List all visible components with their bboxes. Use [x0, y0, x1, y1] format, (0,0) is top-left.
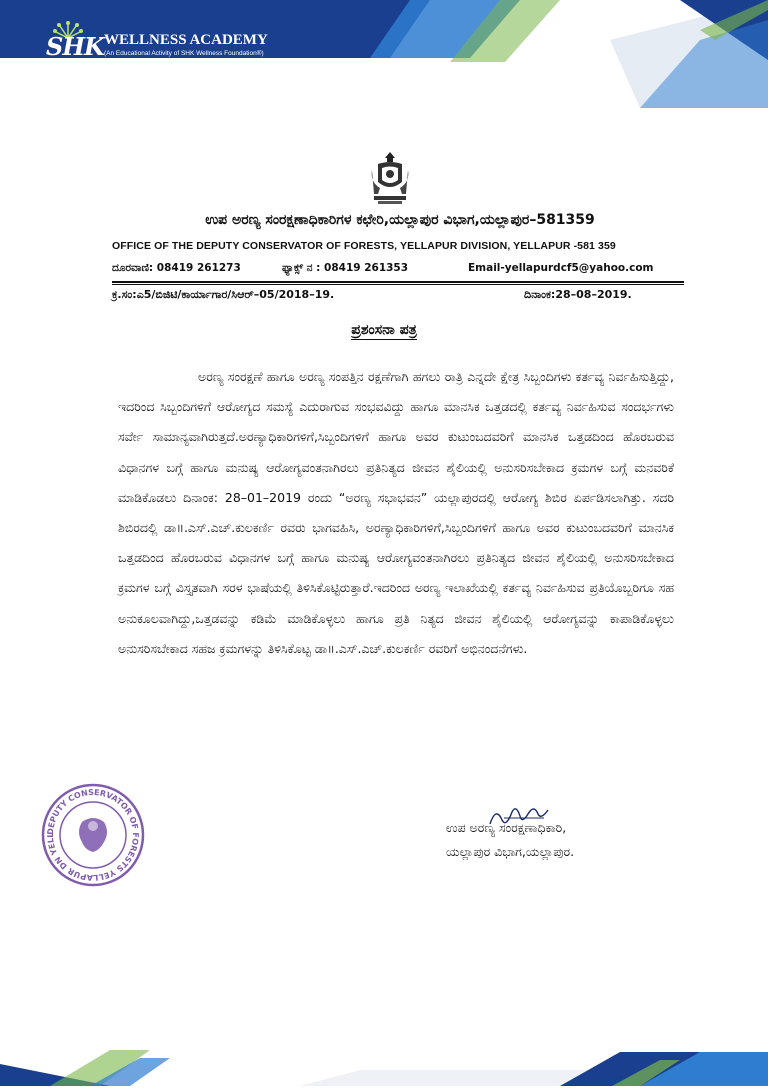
- email-address: Email-yellapurdcf5@yahoo.com: [468, 262, 654, 274]
- signatory-block: [446, 816, 574, 864]
- brand-subtitle: (An Educational Activity of SHK Wellness Foundation®): [104, 49, 264, 57]
- header-divider: [112, 281, 684, 283]
- brand-title: WELLNESS ACADEMY: [104, 31, 268, 48]
- letter-date: ದಿನಾಂಕ:28–08–2019.: [524, 288, 632, 301]
- state-emblem-icon: [368, 150, 412, 208]
- office-seal-icon: [40, 782, 146, 888]
- signatory-division: ಯಲ್ಲಾಪುರ ವಿಭಾಗ,ಯಲ್ಲಾಪುರ.: [446, 844, 575, 859]
- brand-mark: SHK: [46, 32, 104, 61]
- brand-logo: [46, 20, 268, 68]
- office-name-kannada: ಉಪ ಅರಣ್ಯ ಸಂರಕ್ಷಣಾಧಿಕಾರಿಗಳ ಕಛೇರಿ,ಯಲ್ಲಾಪುರ ವಿಭಾಗ,ಯಲ್ಲಾಪುರ–581359: [205, 212, 595, 228]
- header-divider-thin: [112, 284, 684, 285]
- letter-body: ಅರಣ್ಯ ಸಂರಕ್ಷಣೆ ಹಾಗೂ ಅರಣ್ಯ ಸಂಪತ್ತಿನ ರಕ್ಷಣೆಗಾಗಿ ಹಗಲು ರಾತ್ರಿ ಎನ್ನದೇ ಕ್ಷೇತ್ರ ಸಿಬ್ಬಂದಿಗಳು ಕರ್ತವ್ಯ ನಿರ್ವಹಿಸುತ್ತಿದ್ದು, ಇದರಿಂದ ಸಿಬ್ಬಂದಿಗಳಿಗೆ ಆರೋಗ್ಯದ ಸಮಸ್ಯೆ ಎದುರಾಗುವ ಸಂಭವವಿದ್ದು ಹಾಗೂ ಮಾನಸಿಕ ಒತ್ತಡದಲ್ಲಿ ಕರ್ತವ್ಯ ನಿರ್ವಹಿಸುವ ಸಂದರ್ಭಗಳು ಸರ್ವೇ ಸಾಮಾನ್ಯವಾಗಿರುತ್ತದೆ.ಅರಣ್ಯಾಧಿಕಾರಿಗಳಿಗೆ,ಸಿಬ್ಬಂದಿಗಳಿಗೆ ಹಾಗೂ ಅವರ ಕುಟುಂಬದವರಿಗೆ ಮಾನಸಿಕ ಒತ್ತಡದಿಂದ ಹೊರಬರುವ ವಿಧಾನಗಳ ಬಗ್ಗೆ ಹಾಗೂ ಮನುಷ್ಯ ಆರೋಗ್ಯವಂತನಾಗಿರಲು ಪ್ರತಿನಿತ್ಯದ ಜೀವನ ಶೈಲಿಯಲ್ಲಿ ಅನುಸರಿಸಬೇಕಾದ ಕ್ರಮಗಳ ಬಗ್ಗೆ ಮನವರಿಕೆ ಮಾಡಿಕೊಡಲು ದಿನಾಂಕ: 28–01–2019 ರಂದು “ಅರಣ್ಯ ಸಭಾಭವನ” ಯಲ್ಲಾಪುರದಲ್ಲಿ ಆರೋಗ್ಯ ಶಿಬಿರ ಏರ್ಪಡಿಸಲಾಗಿತ್ತು. ಸದರಿ ಶಿಬಿರದಲ್ಲಿ ಡಾ॥.ಎಸ್.ಎಚ್.ಕುಲಕರ್ಣಿ ರವರು ಭಾಗವಹಿಸಿ, ಅರಣ್ಯಾಧಿಕಾರಿಗಳಿಗೆ,ಸಿಬ್ಬಂದಿಗಳಿಗೆ ಹಾಗೂ ಅವರ ಕುಟುಂಬದವರಿಗೆ ಮಾನಸಿಕ ಒತ್ತಡದಿಂದ ಹೊರಬರುವ ವಿಧಾನಗಳ ಬಗ್ಗೆ ಹಾಗೂ ಮನುಷ್ಯ ಆರೋಗ್ಯವಂತನಾಗಿರಲು ಪ್ರತಿನಿತ್ಯದ ಜೀವನ ಶೈಲಿಯಲ್ಲಿ ಅನುಸರಿಸಬೇಕಾದ ಕ್ರಮಗಳ ಬಗ್ಗೆ ವಿಸ್ತೃತವಾಗಿ ಸರಳ ಭಾಷೆಯಲ್ಲಿ ತಿಳಿಸಿಕೊಟ್ಟಿರುತ್ತಾರೆ.ಇದರಿಂದ ಅರಣ್ಯ ಇಲಾಖೆಯಲ್ಲಿ ಕರ್ತವ್ಯ ನಿರ್ವಹಿಸುವ ಪ್ರತಿಯೊಬ್ಬರಿಗೂ ಸಹ ಅನುಕೂಲವಾಗಿದ್ದು,ಒತ್ತಡವನ್ನು ಕಡಿಮೆ ಮಾಡಿಕೊಳ್ಳಲು ಹಾಗೂ ಪ್ರತಿ ನಿತ್ಯದ ಜೀವನ ಶೈಲಿಯಲ್ಲಿ ಆರೋಗ್ಯವನ್ನು ಕಾಪಾಡಿಕೊಳ್ಳಲು ಅನುಸರಿಸಬೇಕಾದ ಸಹಜ ಕ್ರಮಗಳನ್ನು ತಿಳಿಸಿಕೊಟ್ಟ ಡಾ॥.ಎಸ್.ಎಚ್.ಕುಲಕರ್ಣಿ ರವರಿಗೆ ಅಭಿನಂದನೆಗಳು.: [118, 369, 674, 656]
- signatory-title: ಉಪ ಅರಣ್ಯ ಸಂರಕ್ಷಣಾಧಿಕಾರಿ,: [446, 820, 567, 835]
- seal-text: DEPUTY CONSERVATOR OF FORESTS YELLAPUR DN YELL: [45, 787, 141, 883]
- subject-text: ಪ್ರಶಂಸನಾ ಪತ್ರ: [351, 322, 417, 338]
- shk-logo-icon: [46, 20, 102, 68]
- reference-number: ಕ್ರ.ಸಂ:ಎ5/ಬಿಜಿಟಿ/ಕಾರ್ಯಾಗಾರ/ಸಿಆರ್–05/2018–19.: [112, 288, 335, 301]
- phone-number: ದೂರವಾಣಿ: 08419 261273: [112, 262, 241, 274]
- letter-subject: [0, 322, 768, 338]
- office-name-english: OFFICE OF THE DEPUTY CONSERVATOR OF FORESTS, YELLAPUR DIVISION, YELLAPUR -581 359: [112, 240, 616, 252]
- fax-number: ಫ್ಯಾಕ್ಸ್ ನ : 08419 261353: [282, 262, 409, 274]
- footer-banner: [0, 1030, 768, 1086]
